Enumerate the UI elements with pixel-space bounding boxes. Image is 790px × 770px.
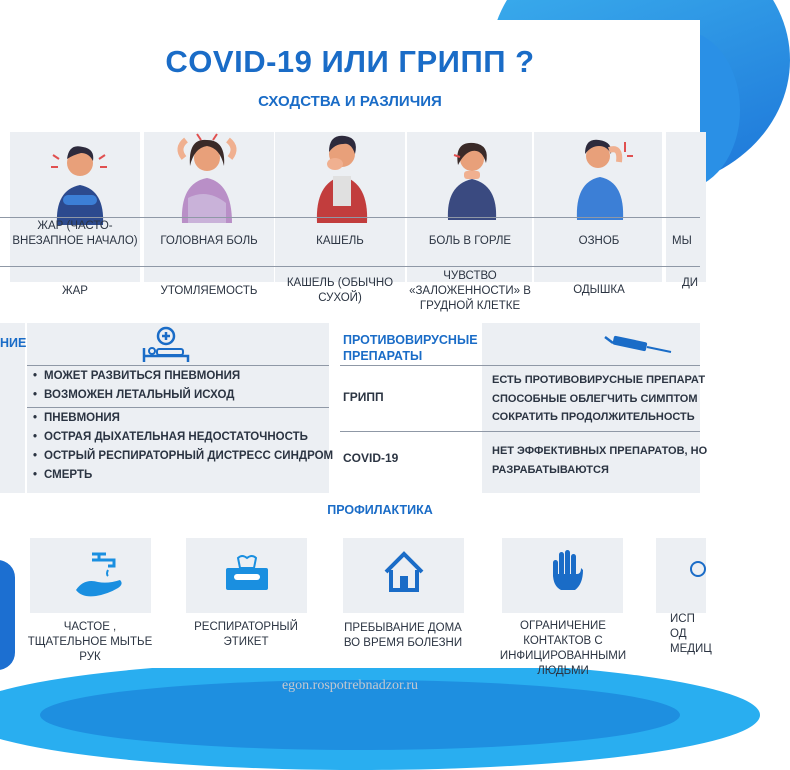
complications-flu-list — [33, 367, 240, 405]
cough-person-icon — [305, 128, 380, 223]
antiviral-covid-text-1: НЕТ ЭФФЕКТИВНЫХ ПРЕПАРАТОВ, НО — [492, 445, 708, 457]
list-item: • СМЕРТЬ — [33, 466, 333, 485]
symptom-card-partial — [666, 132, 706, 282]
symptom-label-covid-1: ЖАР — [62, 285, 88, 297]
prevention-title: ПРОФИЛАКТИКА — [327, 503, 433, 517]
sore-throat-person-icon — [440, 135, 505, 220]
symptom-label-flu-5: ОЗНОБ — [578, 235, 620, 247]
symptom-label-flu-2: ГОЛОВНАЯ БОЛЬ — [160, 235, 258, 247]
list-item: • ПНЕВМОНИЯ — [33, 409, 333, 428]
headache-person-icon — [172, 128, 242, 223]
prevention-label-partial: ИСП ОД МЕДИЦ — [670, 613, 712, 655]
complications-title: НИЕ — [0, 336, 27, 350]
list-item: • ОСТРЫЙ РЕСПИРАТОРНЫЙ ДИСТРЕСС СИНДРОМ — [33, 447, 333, 466]
syringe-icon — [603, 333, 673, 353]
complications-divider-top — [27, 365, 329, 366]
page-subtitle: СХОДСТВА И РАЗЛИЧИЯ — [258, 93, 442, 110]
house-icon — [382, 550, 426, 594]
fever-person-icon — [45, 135, 115, 225]
chills-person-icon — [565, 132, 635, 220]
antiviral-flu-text-1: ЕСТЬ ПРОТИВОВИРУСНЫЕ ПРЕПАРАТ — [492, 374, 706, 386]
symptom-label-covid-3: КАШЕЛЬ (ОБЫЧНО СУХОЙ) — [286, 277, 394, 304]
doctor-figure-partial — [0, 560, 15, 670]
symptom-row-divider-bottom — [0, 266, 700, 267]
symptom-label-flu-1: ЖАР (ЧАСТО- ВНЕЗАПНОЕ НАЧАЛО) — [12, 220, 138, 247]
hospital-bed-icon — [140, 326, 192, 364]
symptom-label-covid-6: ДИ — [682, 277, 699, 289]
partial-icon — [688, 560, 700, 578]
symptom-label-flu-3: КАШЕЛЬ — [316, 235, 364, 247]
prevention-label-home: ПРЕБЫВАНИЕ ДОМА ВО ВРЕМЯ БОЛЕЗНИ — [343, 622, 463, 649]
complications-covid-list — [33, 409, 333, 485]
footer-url: egon.rospotrebnadzor.ru — [281, 678, 419, 693]
list-item: • МОЖЕТ РАЗВИТЬСЯ ПНЕВМОНИЯ — [33, 367, 240, 386]
antiviral-flu-text-3: СОКРАТИТЬ ПРОДОЛЖИТЕЛЬНОСТЬ — [492, 411, 695, 423]
stop-hand-icon — [549, 548, 583, 594]
complications-divider-middle — [27, 407, 329, 408]
page-title: COVID-19 ИЛИ ГРИПП ? — [165, 44, 535, 79]
list-item: • ОСТРАЯ ДЫХАТЕЛЬНАЯ НЕДОСТАТОЧНОСТЬ — [33, 428, 333, 447]
prevention-label-etiquette: РЕСПИРАТОРНЫЙ ЭТИКЕТ — [194, 621, 298, 648]
prevention-label-contacts: ОГРАНИЧЕНИЕ КОНТАКТОВ С ИНФИЦИРОВАННЫМИ ЛЮДЬМИ — [499, 620, 627, 677]
symptom-label-covid-4: ЧУВСТВО «ЗАЛОЖЕННОСТИ» В ГРУДНОЙ КЛЕТКЕ — [409, 270, 531, 312]
antiviral-divider-top — [340, 365, 700, 366]
antiviral-covid-label: COVID-19 — [343, 451, 399, 465]
symptom-label-covid-5: ОДЫШКА — [573, 284, 625, 296]
antiviral-flu-text-2: СПОСОБНЫЕ ОБЛЕГЧИТЬ СИМПТОМ — [492, 393, 698, 405]
prevention-label-handwash: ЧАСТОЕ , ТЩАТЕЛЬНОЕ МЫТЬЕ РУК — [27, 621, 153, 663]
handwash-icon — [72, 548, 127, 606]
antiviral-title: ПРОТИВОВИРУСНЫЕ ПРЕПАРАТЫ — [343, 333, 478, 363]
antiviral-divider-middle — [340, 431, 700, 432]
symptom-label-flu-4: БОЛЬ В ГОРЛЕ — [428, 235, 512, 247]
tissue-box-icon — [222, 554, 272, 594]
symptom-row-divider-top — [0, 217, 700, 218]
antiviral-flu-label: ГРИПП — [343, 390, 384, 404]
symptom-label-flu-6: МЫ — [672, 235, 692, 247]
antiviral-covid-text-2: РАЗРАБАТЫВАЮТСЯ — [492, 464, 609, 476]
list-item: • ВОЗМОЖЕН ЛЕТАЛЬНЫЙ ИСХОД — [33, 386, 240, 405]
symptom-label-covid-2: УТОМЛЯЕМОСТЬ — [160, 285, 258, 297]
